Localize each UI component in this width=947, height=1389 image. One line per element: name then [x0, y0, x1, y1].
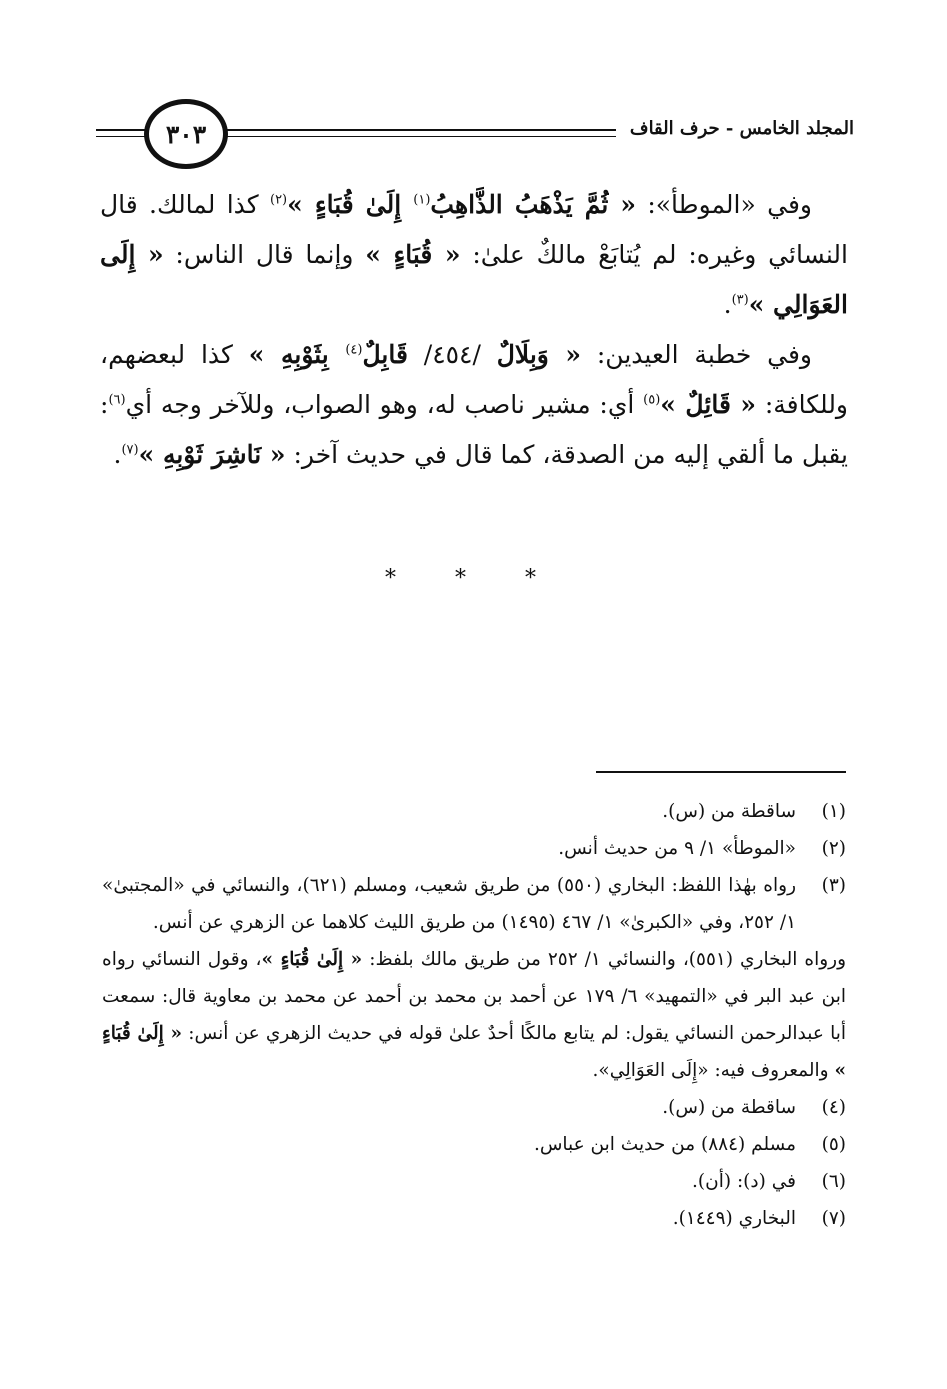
header-title: المجلد الخامس - حرف القاف [616, 118, 854, 139]
footnote-ref[interactable]: (١) [413, 192, 431, 208]
quote-run: « نَاشِرَ ثَوْبِهِ » [138, 440, 286, 469]
page-marker: /٤٥٤/ [407, 340, 497, 369]
footnote-number: (٧) [821, 1208, 846, 1229]
quote-run: « قُبَاءٍ » [365, 240, 461, 269]
footnote-ref[interactable]: (٤) [345, 342, 363, 358]
quote-run: « إِلَىٰ قُبَاءٍ » [102, 1023, 846, 1081]
text-run: كذا لبعضهم، وللكافة: [100, 340, 849, 419]
footnote-ref[interactable]: (٣) [731, 292, 749, 308]
page-number-badge [144, 99, 228, 169]
quote-run: « إِلَى العَوَالِي » [100, 240, 848, 319]
footnote-ref[interactable]: (٢) [269, 192, 288, 208]
quote-run: « قَائِلٌ » [660, 390, 757, 419]
footnote-text: رواه بهٰذا اللفظ: البخاري (٥٥٠) من طريق شعيب، ومسلم (٦٢١)، والنسائي في «المجتبىٰ» ١/ ٢٥٢، وفي «الكبرىٰ» ١/ ٤٦٧ (١٤٩٥) من طريق الليث كلاهما عن الزهري عن أنس. [102, 875, 797, 933]
footnote-text: «الموطأ» ١/ ٩ من حديث أنس. [558, 838, 796, 859]
quote-run: « إِلَىٰ قُبَاءٍ » [261, 949, 363, 970]
text-run: . [592, 1060, 599, 1081]
footnote-divider [596, 771, 846, 773]
text-run: : يقبل ما ألقي إليه من الصدقة، كما قال في حديث آخر: [100, 390, 848, 469]
paragraph-1 [100, 180, 848, 330]
quote-run: بِثَوْبِهِ » [248, 340, 346, 369]
quote-run: « وَبِلَالٌ [496, 340, 582, 369]
footnote-text: البخاري (١٤٤٩). [672, 1208, 796, 1229]
footnote-6 [102, 1163, 846, 1200]
footnote-text: مسلم (٨٨٤) من حديث ابن عباس. [533, 1134, 796, 1155]
text-run: وفي خطبة العيدين: [581, 340, 813, 369]
footnote-number: (٣) [821, 875, 846, 896]
footnote-ref[interactable]: (٦) [108, 392, 126, 408]
footnote-3-continuation [102, 941, 846, 1089]
text-run: . [113, 440, 122, 469]
footnote-ref[interactable]: (٧) [121, 442, 139, 458]
text-run: وفي «الموطأ»: [636, 190, 812, 219]
text-run: وإنما قال الناس: [163, 240, 366, 269]
footnote-text: في (د): (أن). [692, 1171, 796, 1192]
text-run: . [723, 290, 732, 319]
text-run: ورواه البخاري (٥٥١)، والنسائي ١/ ٢٥٢ من طريق مالك بلفظ: [362, 949, 847, 970]
section-separator: * * * [385, 566, 562, 591]
text-run: ، وقول النسائي رواه ابن عبد البر في «التمهيد» ٦/ ١٧٩ عن أحمد بن محمد بن أحمد عن محمد بن معاوية قال: سمعت أبا عبدالرحمن النسائي يقول: لم يتابع مالكًا أحدٌ علىٰ قوله في حديث الزهري عن أنس: [102, 949, 846, 1044]
text-run: أي: مشير ناصب له، وهو الصواب، وللآخر وجه أي [125, 390, 644, 419]
paragraph-2 [100, 330, 848, 480]
page-number: ٣٠٣ [165, 119, 207, 149]
footnote-text: ساقطة من (س). [662, 801, 796, 822]
quote-run: «إِلَى العَوَالِي» [598, 1060, 709, 1081]
footnote-1 [102, 793, 846, 830]
page-header [96, 96, 854, 168]
footnote-number: (٥) [821, 1134, 846, 1155]
quote-run: « ثُمَّ يَذْهَبُ الذَّاهِبُ [430, 190, 637, 219]
footnote-number: (١) [821, 801, 846, 822]
quote-run: إِلَىٰ قُبَاءٍ » [287, 190, 414, 219]
footnote-3 [102, 867, 846, 941]
footnote-2 [102, 830, 846, 867]
footnote-4 [102, 1089, 846, 1126]
main-text [100, 180, 848, 480]
footnote-5 [102, 1126, 846, 1163]
text-run: كذا لمالك. قال النسائي وغيره: لم يُتابَعْ مالكٌ علىٰ: [100, 190, 848, 269]
text-run: والمعروف فيه: [708, 1060, 835, 1081]
footnote-number: (٤) [821, 1097, 846, 1118]
footnotes [102, 793, 846, 1237]
footnote-number: (٦) [821, 1171, 846, 1192]
footnote-ref[interactable]: (٥) [643, 392, 661, 408]
footnote-7 [102, 1200, 846, 1237]
footnote-text: ساقطة من (س). [662, 1097, 796, 1118]
quote-run: قَابِلٌ [362, 340, 408, 369]
footnote-number: (٢) [821, 838, 846, 859]
